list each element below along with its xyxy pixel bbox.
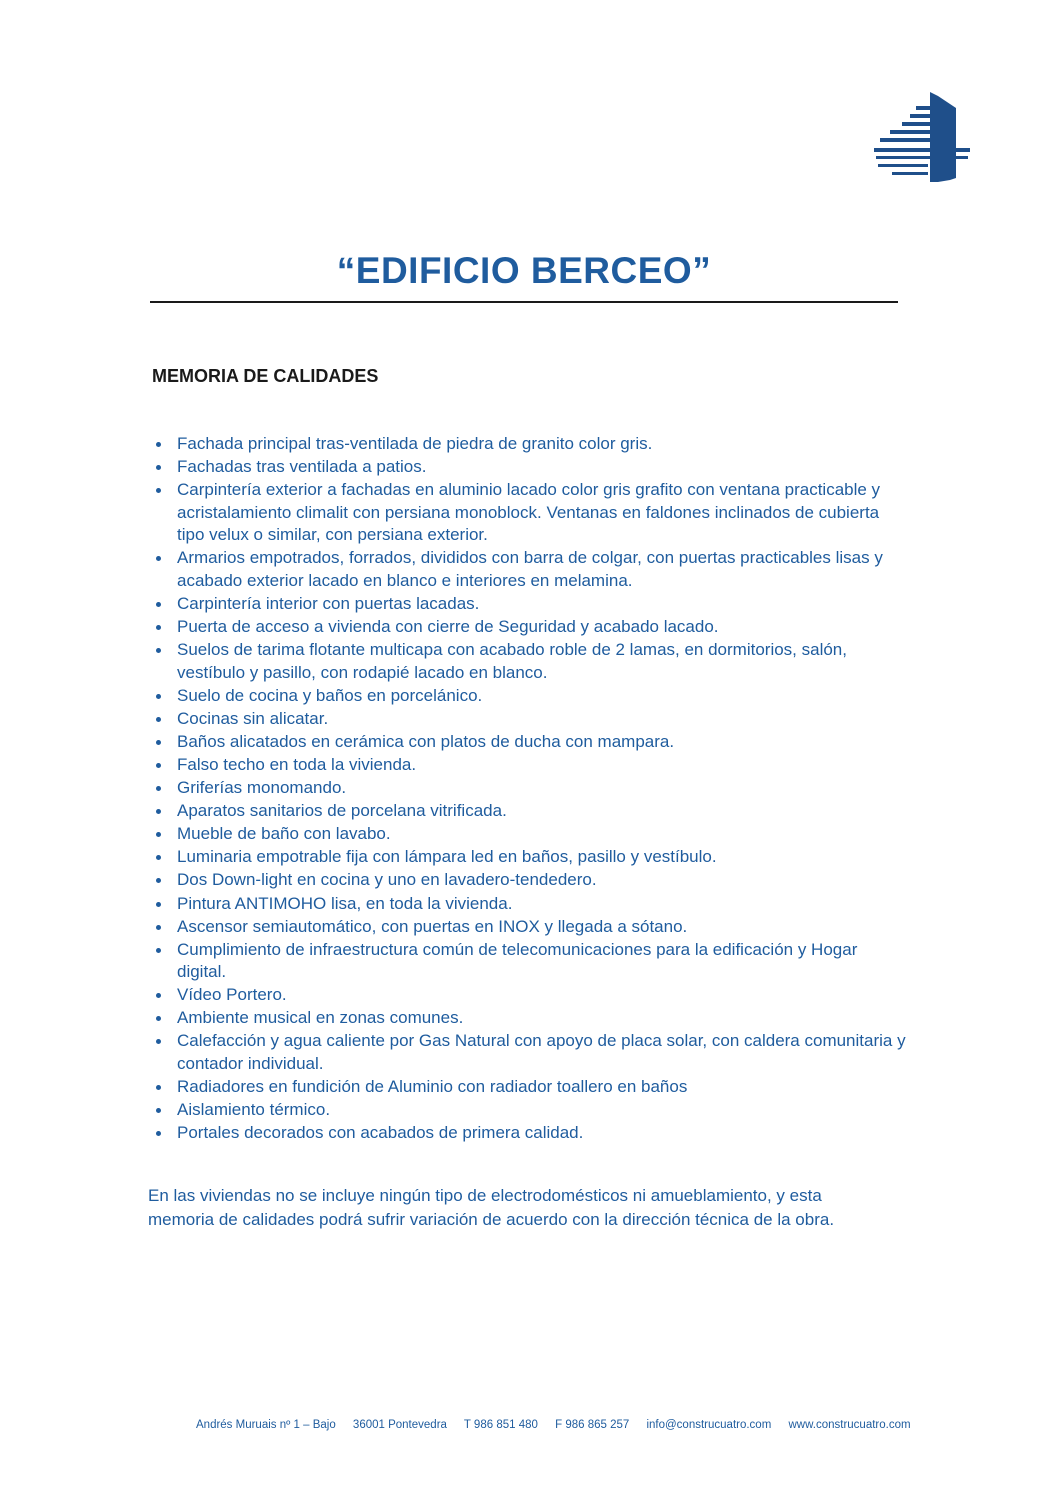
list-item: Luminaria empotrable fija con lámpara led en baños, pasillo y vestíbulo. xyxy=(150,846,910,869)
footer-city: 36001 Pontevedra xyxy=(352,1419,447,1431)
list-item: Cumplimiento de infraestructura común de telecomunicaciones para la edificación y Hogar digital. xyxy=(150,939,910,984)
list-item: Suelo de cocina y baños en porcelánico. xyxy=(150,685,910,708)
list-item: Mueble de baño con lavabo. xyxy=(150,823,910,846)
page-footer xyxy=(196,1419,925,1431)
footer-fax: F 986 865 257 xyxy=(555,1419,630,1431)
list-item: Ambiente musical en zonas comunes. xyxy=(150,1007,910,1030)
title-divider xyxy=(150,301,898,303)
list-item: Griferías monomando. xyxy=(150,777,910,800)
list-item: Radiadores en fundición de Aluminio con radiador toallero en baños xyxy=(150,1076,910,1099)
list-item: Carpintería interior con puertas lacadas. xyxy=(150,593,910,616)
list-item: Suelos de tarima flotante multicapa con acabado roble de 2 lamas, en dormitorios, salón, vestíbulo y pasillo, con rodapié lacado en blanco. xyxy=(150,639,910,684)
list-item: Vídeo Portero. xyxy=(150,984,910,1007)
building-logo-icon xyxy=(872,92,970,184)
list-item: Fachadas tras ventilada a patios. xyxy=(150,456,910,479)
footer-address: Andrés Muruais nº 1 – Bajo xyxy=(196,1419,336,1431)
footer-web-link[interactable]: www.construcuatro.com xyxy=(788,1419,911,1431)
list-item: Fachada principal tras-ventilada de piedra de granito color gris. xyxy=(150,433,910,456)
list-item: Falso techo en toda la vivienda. xyxy=(150,754,910,777)
list-item: Pintura ANTIMOHO lisa, en toda la vivienda. xyxy=(150,893,910,916)
list-item: Cocinas sin alicatar. xyxy=(150,708,910,731)
document-title: “EDIFICIO BERCEO” xyxy=(336,250,712,291)
list-item: Calefacción y agua caliente por Gas Natural con apoyo de placa solar, con caldera comunitaria y contador individual. xyxy=(150,1030,910,1075)
list-item: Aparatos sanitarios de porcelana vitrificada. xyxy=(150,800,910,823)
section-heading: MEMORIA DE CALIDADES xyxy=(152,366,379,386)
list-item: Aislamiento térmico. xyxy=(150,1099,910,1122)
list-item: Puerta de acceso a vivienda con cierre de Seguridad y acabado lacado. xyxy=(150,616,910,639)
list-item: Ascensor semiautomático, con puertas en INOX y llegada a sótano. xyxy=(150,916,910,939)
list-item: Dos Down-light en cocina y uno en lavadero-tendedero. xyxy=(150,869,910,892)
list-item: Portales decorados con acabados de primera calidad. xyxy=(150,1122,910,1145)
footer-phone: T 986 851 480 xyxy=(463,1419,538,1431)
list-item: Armarios empotrados, forrados, divididos con barra de colgar, con puertas practicables lisas y acabado exterior lacado en blanco e interiores en melamina. xyxy=(150,547,910,592)
list-item: Carpintería exterior a fachadas en aluminio lacado color gris grafito con ventana practicable y acristalamiento climalit con persiana monoblock. Ventanas en faldones inclinados de cubierta tipo velux o similar, con persiana exterior. xyxy=(150,479,910,547)
features-list xyxy=(150,433,910,1145)
disclaimer-paragraph: En las viviendas no se incluye ningún tipo de electrodomésticos ni amueblamiento, y esta memoria de calidades podrá sufrir variación de acuerdo con la dirección técnica de la obra. xyxy=(148,1186,835,1229)
list-item: Baños alicatados en cerámica con platos de ducha con mampara. xyxy=(150,731,910,754)
footer-email-link[interactable]: info@construcuatro.com xyxy=(646,1419,772,1431)
